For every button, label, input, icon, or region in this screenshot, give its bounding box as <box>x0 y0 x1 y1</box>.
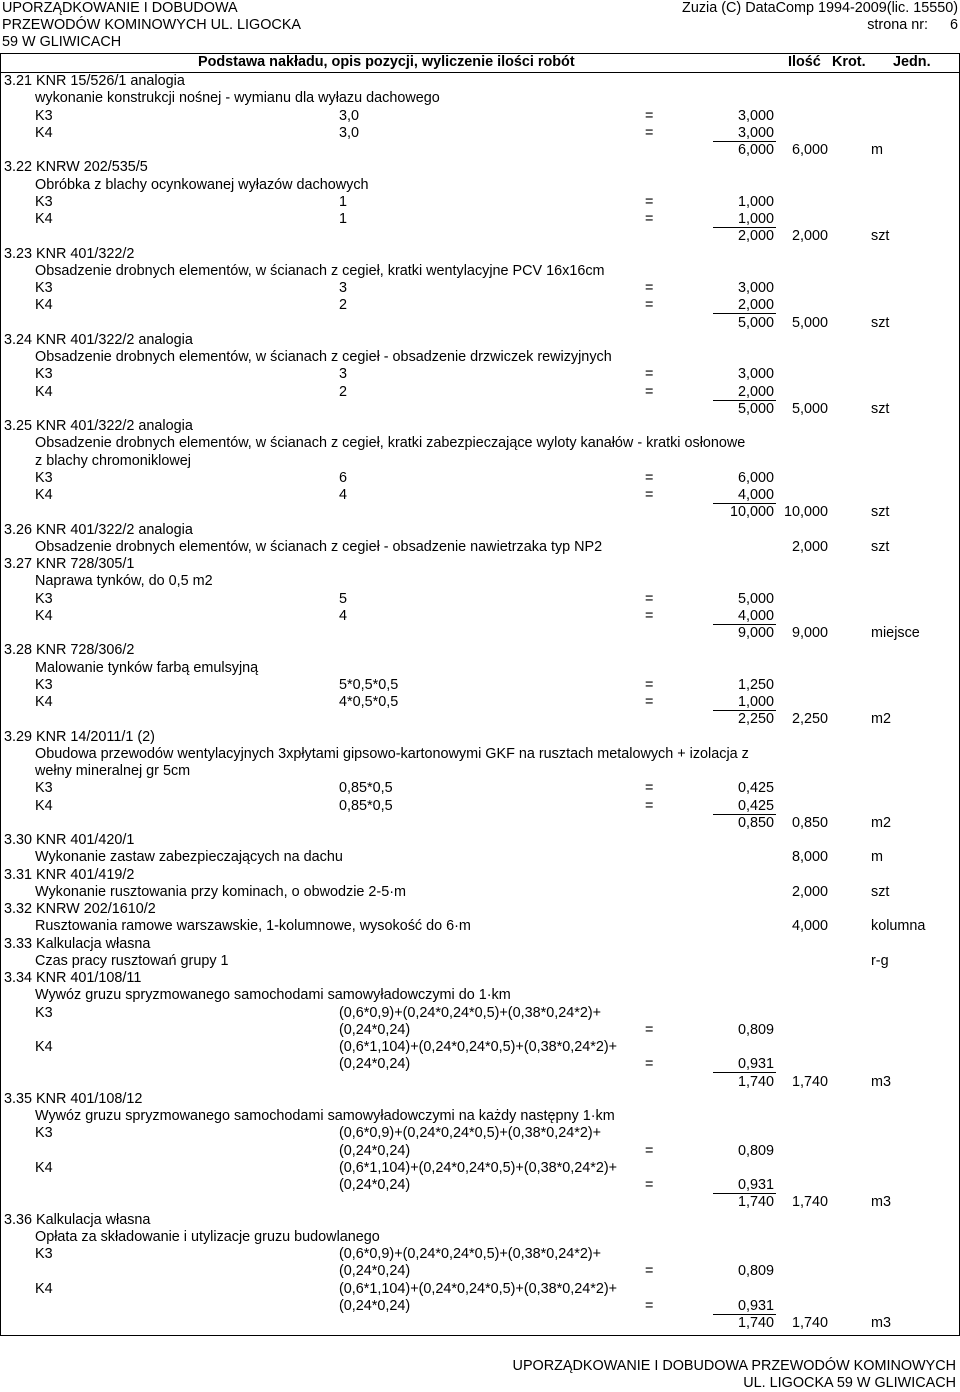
calculation: (0,6*0,9)+(0,24*0,24*0,5)+(0,38*0,24*2)+ <box>339 1004 602 1021</box>
column-multiplier: Krot. <box>832 54 866 70</box>
item-header-row <box>0 159 960 176</box>
calculation: (0,6*0,9)+(0,24*0,24*0,5)+(0,38*0,24*2)+ <box>339 1246 602 1262</box>
item-header-row <box>0 246 960 263</box>
partial-value: 3,000 <box>737 280 774 296</box>
line-description: K3 <box>35 1004 53 1021</box>
equals-sign: = <box>645 1297 654 1314</box>
page-number-row <box>867 17 958 34</box>
calculation: 5*0,5*0,5 <box>339 676 399 693</box>
partial-value: 6,000 <box>737 142 774 158</box>
unit: szt <box>871 504 890 521</box>
unit: m <box>871 849 883 866</box>
equals-sign: = <box>645 383 654 400</box>
table-row <box>0 1022 960 1039</box>
table-bottom-rule <box>0 1335 960 1336</box>
table-row <box>0 677 960 694</box>
partial-value: 0,809 <box>737 1142 774 1159</box>
total-quantity: 1,740 <box>791 1073 828 1090</box>
line-description: Malowanie tynków farbą emulsyjną <box>35 659 259 676</box>
table-row <box>0 401 960 418</box>
table-row <box>0 815 960 832</box>
unit: miejsce <box>871 625 920 641</box>
partial-value: 0,931 <box>737 1056 774 1073</box>
table-row <box>0 211 960 228</box>
unit: m2 <box>871 711 891 728</box>
partial-value: 5,000 <box>737 400 774 417</box>
footer-line2: UL. LIGOCKA 59 W GLIWICACH <box>743 1375 956 1391</box>
unit: szt <box>871 400 890 417</box>
calculation: (0,6*1,104)+(0,24*0,24*0,5)+(0,38*0,24*2)+ <box>339 1280 618 1297</box>
calculation: 1 <box>339 211 348 227</box>
item-code: 3.31 KNR 401/419/2 <box>4 866 135 883</box>
calculation: (0,24*0,24) <box>339 1142 411 1159</box>
line-description: K4 <box>35 607 53 624</box>
footer-line1: UPORZĄDKOWANIE I DOBUDOWA PRZEWODÓW KOMINOWYCH <box>512 1358 956 1374</box>
total-quantity: 5,000 <box>791 400 828 417</box>
table-row <box>0 591 960 608</box>
table-row <box>0 504 960 521</box>
table-row <box>0 746 960 763</box>
total-quantity: 2,000 <box>791 883 828 900</box>
line-description: Rusztowania ramowe warszawskie, 1-kolumnowe, wysokość do 6·m <box>35 918 471 935</box>
item-code: 3.27 KNR 728/305/1 <box>4 556 135 572</box>
item-header-row <box>0 522 960 539</box>
calculation: 0,85*0,5 <box>339 797 393 814</box>
table-row <box>0 349 960 366</box>
total-quantity: 9,000 <box>791 625 828 641</box>
page-label: strona nr: <box>867 17 928 33</box>
calculation: 3,0 <box>339 124 360 141</box>
line-description: Obróbka z blachy ocynkowanej wyłazów dachowych <box>35 176 369 193</box>
total-quantity: 2,000 <box>791 228 828 245</box>
table-row <box>0 125 960 142</box>
partial-value: 2,250 <box>737 711 774 728</box>
equals-sign: = <box>645 107 654 124</box>
column-unit: Jedn. <box>893 54 931 70</box>
total-quantity: 5,000 <box>791 314 828 331</box>
partial-value: 5,000 <box>737 590 774 607</box>
line-description: K3 <box>35 280 53 296</box>
equals-sign: = <box>645 797 654 814</box>
unit: m3 <box>871 1073 891 1090</box>
equals-sign: = <box>645 211 654 227</box>
table-row <box>0 763 960 780</box>
line-description: Obsadzenie drobnych elementów, w ścianach z cegieł - obsadzenie drzwiczek rewizyjnych <box>35 349 612 365</box>
table-row <box>0 1281 960 1298</box>
equals-sign: = <box>645 193 654 210</box>
line-description: wykonanie konstrukcji nośnej - wymianu dla wyłazu dachowego <box>35 90 440 107</box>
company-name-line2: PRZEWODÓW KOMINOWYCH UL. LIGOCKA <box>2 17 302 33</box>
calculation: (0,24*0,24) <box>339 1297 411 1314</box>
calculation: 2 <box>339 383 348 400</box>
calculation: (0,6*1,104)+(0,24*0,24*0,5)+(0,38*0,24*2)+ <box>339 1039 618 1055</box>
line-description: Wywóz gruzu spryzmowanego samochodami samowyładowczymi na każdy następny 1·km <box>35 1108 615 1124</box>
table-row <box>0 177 960 194</box>
item-code: 3.30 KNR 401/420/1 <box>4 832 135 848</box>
table-row <box>0 1056 960 1073</box>
item-code: 3.35 KNR 401/108/12 <box>4 1090 143 1107</box>
equals-sign: = <box>645 1056 654 1073</box>
equals-sign: = <box>645 694 654 710</box>
table-row <box>0 142 960 159</box>
line-description: K4 <box>35 1280 53 1297</box>
equals-sign: = <box>645 487 654 503</box>
table-row <box>0 1074 960 1091</box>
unit: kolumna <box>871 918 926 935</box>
unit: szt <box>871 538 890 555</box>
line-description: wełny mineralnej gr 5cm <box>35 763 191 779</box>
table-row <box>0 798 960 815</box>
calculation: 2 <box>339 297 348 314</box>
line-description: K4 <box>35 1039 53 1055</box>
calculation: 5 <box>339 590 348 607</box>
table-row <box>0 625 960 642</box>
calculation: 3,0 <box>339 107 360 124</box>
partial-value: 3,000 <box>737 124 774 141</box>
calculation: (0,24*0,24) <box>339 1177 411 1193</box>
line-description: K4 <box>35 487 53 503</box>
line-description: K4 <box>35 694 53 710</box>
table-row <box>0 1194 960 1211</box>
line-description: K3 <box>35 1125 53 1142</box>
line-description: K3 <box>35 1246 53 1262</box>
table-row <box>0 539 960 556</box>
partial-value: 1,000 <box>737 211 774 227</box>
equals-sign: = <box>645 366 654 383</box>
partial-value: 0,425 <box>737 797 774 814</box>
partial-value: 3,000 <box>737 107 774 124</box>
table-row <box>0 1263 960 1280</box>
line-description: Wykonanie rusztowania przy kominach, o obwodzie 2-5·m <box>35 883 406 900</box>
table-row <box>0 453 960 470</box>
calculation: 3 <box>339 366 348 383</box>
partial-value: 0,425 <box>737 780 774 797</box>
equals-sign: = <box>645 469 654 486</box>
total-quantity: 0,850 <box>791 814 828 831</box>
partial-value: 4,000 <box>737 487 774 503</box>
total-quantity: 2,000 <box>791 538 828 555</box>
total-quantity: 1,740 <box>791 1194 828 1211</box>
line-description: Czas pracy rusztowań grupy 1 <box>35 952 229 969</box>
table-row <box>0 1246 960 1263</box>
line-description: K3 <box>35 193 53 210</box>
company-name-line3: 59 W GLIWICACH <box>2 34 122 50</box>
calculation: (0,6*1,104)+(0,24*0,24*0,5)+(0,38*0,24*2)+ <box>339 1159 618 1176</box>
line-description: Obsadzenie drobnych elementów, w ścianach z cegieł, kratki wentylacyjne PCV 16x16cm <box>35 262 605 279</box>
calculation: (0,24*0,24) <box>339 1056 411 1073</box>
column-quantity: Ilość <box>788 54 821 70</box>
line-description: Naprawa tynków, do 0,5 m2 <box>35 573 213 590</box>
calculation: (0,24*0,24) <box>339 1021 411 1038</box>
table-row <box>0 660 960 677</box>
total-quantity: 8,000 <box>791 849 828 866</box>
equals-sign: = <box>645 124 654 141</box>
table-row <box>0 884 960 901</box>
equals-sign: = <box>645 1021 654 1038</box>
item-header-row <box>0 1212 960 1229</box>
partial-value: 1,740 <box>737 1073 774 1090</box>
line-description: Wywóz gruzu spryzmowanego samochodami samowyładowczymi do 1·km <box>35 987 511 1004</box>
table-row <box>0 608 960 625</box>
line-description: K4 <box>35 383 53 400</box>
partial-value: 10,000 <box>729 504 774 521</box>
item-header-row <box>0 832 960 849</box>
item-code: 3.36 Kalkulacja własna <box>4 1211 151 1228</box>
table-row <box>0 384 960 401</box>
table-row <box>0 194 960 211</box>
column-header <box>0 54 960 71</box>
item-header-row <box>0 936 960 953</box>
item-code: 3.24 KNR 401/322/2 analogia <box>4 331 193 348</box>
partial-value: 1,000 <box>737 694 774 710</box>
item-code: 3.28 KNR 728/306/2 <box>4 642 135 659</box>
line-description: Obsadzenie drobnych elementów, w ścianach z cegieł, kratki zabezpieczające wyloty kanałów - kratki osłonowe <box>35 435 746 452</box>
partial-value: 0,809 <box>737 1263 774 1280</box>
calculation: 3 <box>339 280 348 296</box>
table-row <box>0 711 960 728</box>
line-description: z blachy chromoniklowej <box>35 452 191 469</box>
equals-sign: = <box>645 676 654 693</box>
line-description: K3 <box>35 590 53 607</box>
calculation: 6 <box>339 469 348 486</box>
equals-sign: = <box>645 590 654 607</box>
item-code: 3.26 KNR 401/322/2 analogia <box>4 521 193 538</box>
partial-value: 1,740 <box>737 1194 774 1211</box>
table-row <box>0 487 960 504</box>
calculation: 4 <box>339 607 348 624</box>
partial-value: 4,000 <box>737 607 774 624</box>
table-row <box>0 108 960 125</box>
partial-value: 2,000 <box>737 228 774 245</box>
table-row <box>0 780 960 797</box>
line-description: K3 <box>35 366 53 383</box>
partial-value: 9,000 <box>737 625 774 641</box>
line-description: K3 <box>35 469 53 486</box>
table-row <box>0 366 960 383</box>
table-row <box>0 1108 960 1125</box>
table-row <box>0 573 960 590</box>
total-quantity: 2,250 <box>791 711 828 728</box>
header-top-rule <box>0 53 960 54</box>
table-row <box>0 90 960 107</box>
line-description: K3 <box>35 107 53 124</box>
calculation: 4 <box>339 487 348 503</box>
unit: szt <box>871 228 890 245</box>
partial-value: 0,850 <box>737 814 774 831</box>
line-description: Obsadzenie drobnych elementów, w ścianach z cegieł - obsadzenie nawietrzaka typ NP2 <box>35 538 603 555</box>
partial-value: 1,250 <box>737 676 774 693</box>
calculation: 1 <box>339 193 348 210</box>
partial-value: 0,809 <box>737 1021 774 1038</box>
line-description: K4 <box>35 1159 53 1176</box>
company-name-line1: UPORZĄDKOWANIE I DOBUDOWA <box>2 0 238 16</box>
partial-value: 2,000 <box>737 383 774 400</box>
partial-value: 2,000 <box>737 297 774 314</box>
partial-value: 6,000 <box>737 469 774 486</box>
column-description: Podstawa nakładu, opis pozycji, wyliczenie ilości robót <box>198 54 575 70</box>
equals-sign: = <box>645 297 654 314</box>
line-description: K3 <box>35 780 53 797</box>
partial-value: 3,000 <box>737 366 774 383</box>
unit: m2 <box>871 814 891 831</box>
table-row <box>0 1039 960 1056</box>
item-code: 3.22 KNRW 202/535/5 <box>4 159 148 176</box>
item-code: 3.33 Kalkulacja własna <box>4 935 151 952</box>
line-description: K4 <box>35 797 53 814</box>
item-code: 3.21 KNR 15/526/1 analogia <box>4 73 185 89</box>
equals-sign: = <box>645 780 654 797</box>
item-header-row <box>0 867 960 884</box>
item-header-row <box>0 970 960 987</box>
table-row <box>0 987 960 1004</box>
line-description: K3 <box>35 676 53 693</box>
total-quantity: 1,740 <box>791 1315 828 1331</box>
unit: m3 <box>871 1315 891 1331</box>
unit: szt <box>871 883 890 900</box>
total-quantity: 10,000 <box>783 504 828 521</box>
table-row <box>0 694 960 711</box>
calculation: 0,85*0,5 <box>339 780 393 797</box>
total-quantity: 4,000 <box>791 918 828 935</box>
item-header-row <box>0 729 960 746</box>
item-code: 3.29 KNR 14/2011/1 (2) <box>4 728 155 745</box>
item-header-row <box>0 1091 960 1108</box>
line-description: Obudowa przewodów wentylacyjnych 3xpłytami gipsowo-kartonowymi GKF na rusztach metalowych + izolacja z <box>35 745 749 762</box>
item-header-row <box>0 73 960 90</box>
item-code: 3.34 KNR 401/108/11 <box>4 970 142 986</box>
table-row <box>0 1315 960 1332</box>
calculation: (0,24*0,24) <box>339 1263 411 1280</box>
item-header-row <box>0 556 960 573</box>
total-quantity: 6,000 <box>791 142 828 158</box>
line-description: Opłata za składowanie i utylizacje gruzu budowlanego <box>35 1228 380 1245</box>
item-code: 3.32 KNRW 202/1610/2 <box>4 901 156 917</box>
partial-value: 0,931 <box>737 1297 774 1314</box>
item-header-row <box>0 332 960 349</box>
table-row <box>0 953 960 970</box>
table-row <box>0 1005 960 1022</box>
table-row <box>0 435 960 452</box>
unit: m3 <box>871 1194 891 1211</box>
partial-value: 1,740 <box>737 1315 774 1331</box>
table-row <box>0 1143 960 1160</box>
table-row <box>0 1298 960 1315</box>
page-number: 6 <box>949 17 958 33</box>
item-header-row <box>0 901 960 918</box>
table-row <box>0 315 960 332</box>
table-row <box>0 1177 960 1194</box>
table-row <box>0 1125 960 1142</box>
table-row <box>0 1229 960 1246</box>
line-description: Wykonanie zastaw zabezpieczających na dachu <box>35 849 343 866</box>
item-header-row <box>0 418 960 435</box>
partial-value: 1,000 <box>737 193 774 210</box>
partial-value: 0,931 <box>737 1177 774 1193</box>
line-description: K4 <box>35 297 53 314</box>
table-row <box>0 228 960 245</box>
item-code: 3.23 KNR 401/322/2 <box>4 245 135 262</box>
partial-value: 5,000 <box>737 314 774 331</box>
equals-sign: = <box>645 607 654 624</box>
line-description: K4 <box>35 211 53 227</box>
table-row <box>0 1160 960 1177</box>
calculation: (0,6*0,9)+(0,24*0,24*0,5)+(0,38*0,24*2)+ <box>339 1125 602 1142</box>
equals-sign: = <box>645 1142 654 1159</box>
table-row <box>0 849 960 866</box>
table-row <box>0 280 960 297</box>
unit: r-g <box>871 952 889 969</box>
equals-sign: = <box>645 280 654 296</box>
table-row <box>0 263 960 280</box>
item-code: 3.25 KNR 401/322/2 analogia <box>4 418 193 434</box>
table-row <box>0 297 960 314</box>
unit: szt <box>871 314 890 331</box>
equals-sign: = <box>645 1263 654 1280</box>
item-header-row <box>0 642 960 659</box>
calculation: 4*0,5*0,5 <box>339 694 399 710</box>
equals-sign: = <box>645 1177 654 1193</box>
table-row <box>0 470 960 487</box>
software-credit: Zuzia (C) DataComp 1994-2009(lic. 15550) <box>682 0 958 16</box>
line-description: K4 <box>35 124 53 141</box>
unit: m <box>871 142 883 158</box>
table-row <box>0 918 960 935</box>
